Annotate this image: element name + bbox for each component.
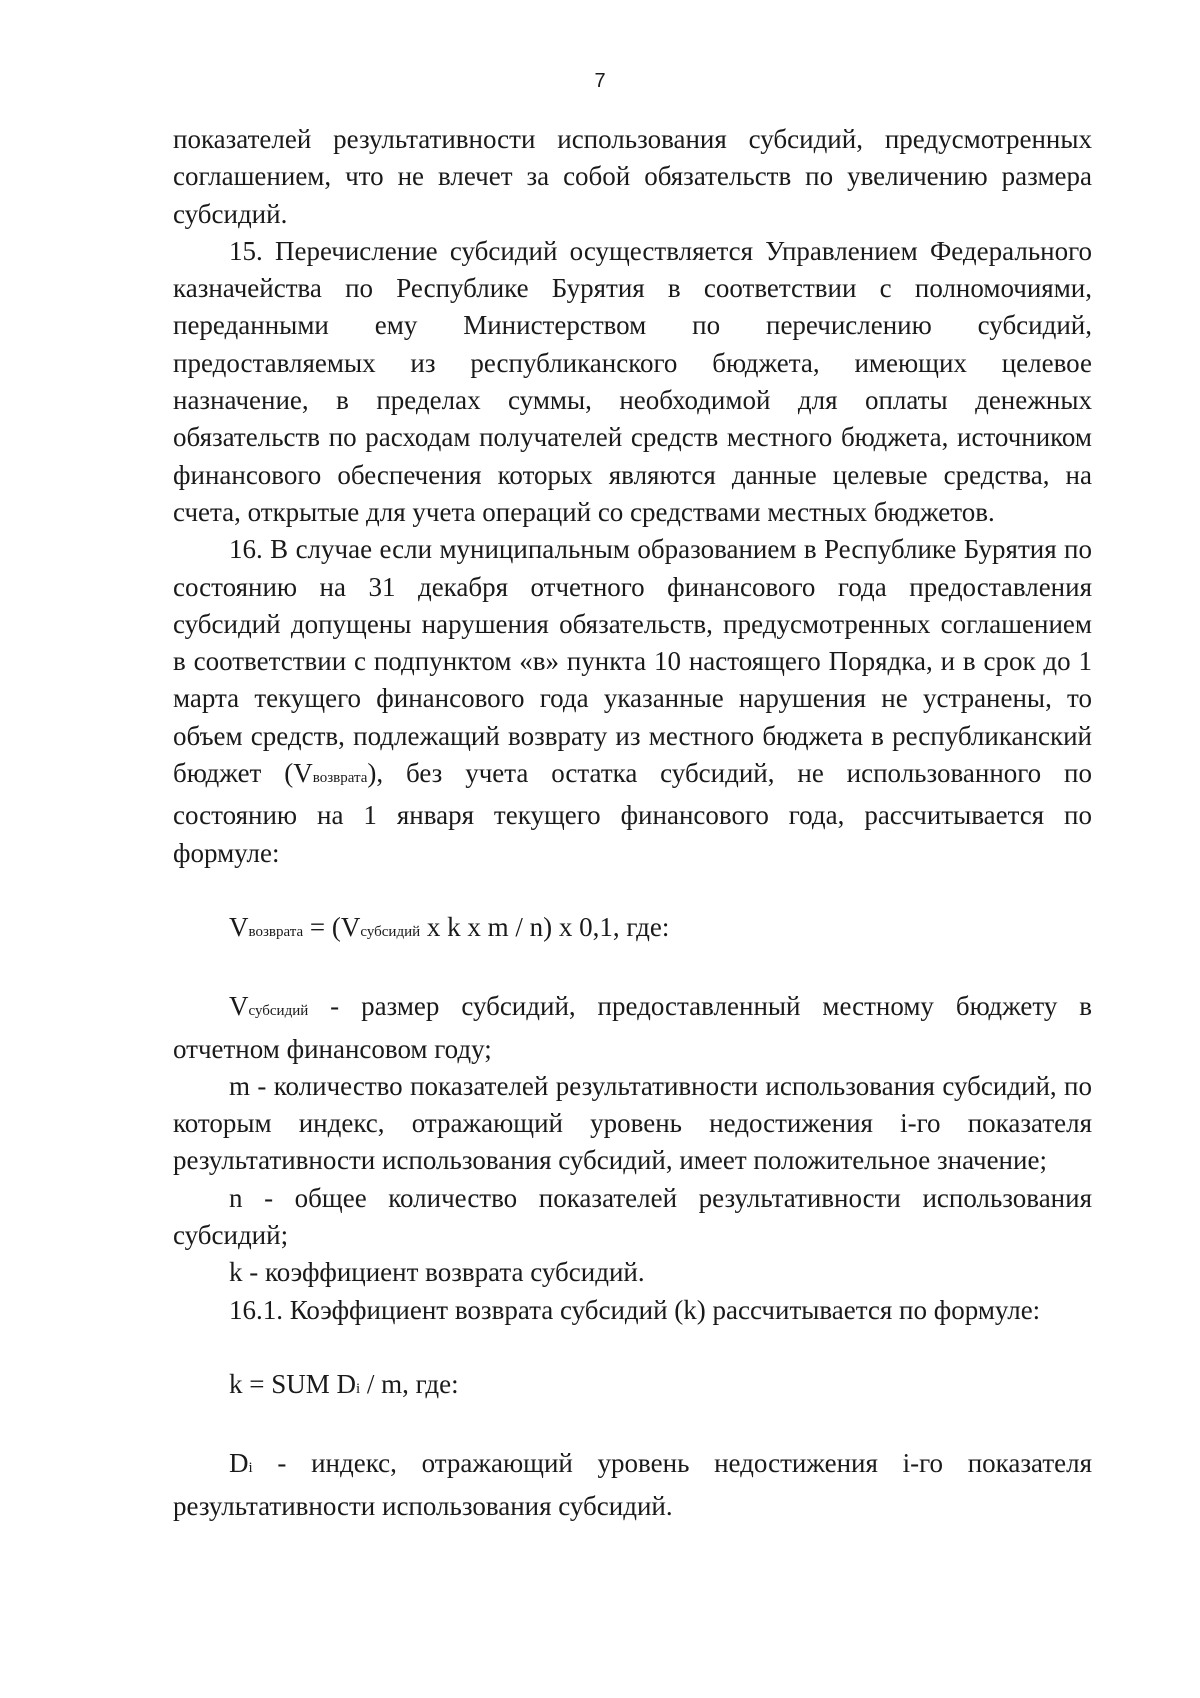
definition-m: m - количество показателей результативности использования субсидий, по которым индекс, отражающий уровень недостижения i-го показателя результативности использования субсидий, имеет положительное значение; [173, 1070, 1092, 1176]
paragraph-16 [173, 531, 1092, 872]
definition-d [173, 1445, 1092, 1525]
definition-d-subscript: i [248, 1460, 253, 1477]
definition-d-var: D [229, 1448, 249, 1479]
paragraph-16-subscript: возврата [312, 770, 368, 787]
definition-d-text: - индекс, отражающий уровень недостижения i-го показателя результативности использования субсидий. [173, 1448, 1092, 1521]
spacer [173, 872, 1092, 909]
paragraph-16-text-a: 16. В случае если муниципальным образованием в Республике Бурятия по состоянию на 31 декабря отчетного финансового года предоставления субсидий допущены нарушения обязательств, предусмотренных соглашением в соответствии с подпунктом «в» пункта 10 настоящего Порядка, и в срок до 1 марта текущего финансового года указанные нарушения не устранены, то объем средств, подлежащий возврату из местного бюджета в республиканский бюджет (V [173, 534, 1092, 789]
formula2-subscript: i [356, 1380, 361, 1397]
definition-text: - размер субсидий, предоставленный местному бюджету в отчетном финансовом году; [173, 991, 1092, 1064]
definition-n: n - общее количество показателей результативности использования субсидий; [173, 1182, 1092, 1251]
spacer [173, 951, 1092, 988]
paragraph-16-1: 16.1. Коэффициент возврата субсидий (k) рассчитывается по формуле: [229, 1294, 1041, 1325]
formula-middle: = (V [303, 911, 361, 942]
spacer [173, 1408, 1092, 1445]
definition-k: k - коэффициент возврата субсидий. [229, 1257, 645, 1288]
formula-subscript-subsidy: субсидий [360, 923, 421, 940]
definition-v-subsidy [173, 988, 1092, 1068]
formula-var-v: V [229, 911, 249, 942]
spacer [173, 1329, 1092, 1366]
paragraph-15: 15. Перечисление субсидий осуществляется Управлением Федерального казначейства по Республике Бурятия в соответствии с полномочиями, переданными ему Министерством по перечислению субсидий, предоставляемых из республиканского бюджета, имеющих целевое назначение, в пределах суммы, необходимой для оплаты денежных обязательств по расходам получателей средств местного бюджета, источником финансового обеспечения которых являются данные целевые средства, на счета, открытые для учета операций со средствами местных бюджетов. [173, 235, 1092, 527]
page-number: 7 [594, 70, 606, 92]
document-body [173, 121, 1092, 1525]
definition-var: V [229, 991, 249, 1022]
formula2-head: k = SUM D [229, 1368, 356, 1399]
formula2-tail: / m, где: [360, 1368, 459, 1399]
paragraph-continuation: показателей результативности использования субсидий, предусмотренных соглашением, что не влечет за собой обязательств по увеличению размера субсидий. [173, 124, 1092, 229]
paragraph-16-text-b: ), без учета остатка субсидий, не использованного по состоянию на 1 января текущего финансового года, рассчитывается по формуле: [173, 758, 1092, 868]
formula-return-volume [173, 909, 1092, 951]
formula-coefficient [173, 1366, 1092, 1408]
definition-subscript: субсидий [248, 1003, 309, 1020]
formula-subscript-return: возврата [248, 923, 304, 940]
formula-tail: x k x m / n) x 0,1, где: [420, 911, 670, 942]
